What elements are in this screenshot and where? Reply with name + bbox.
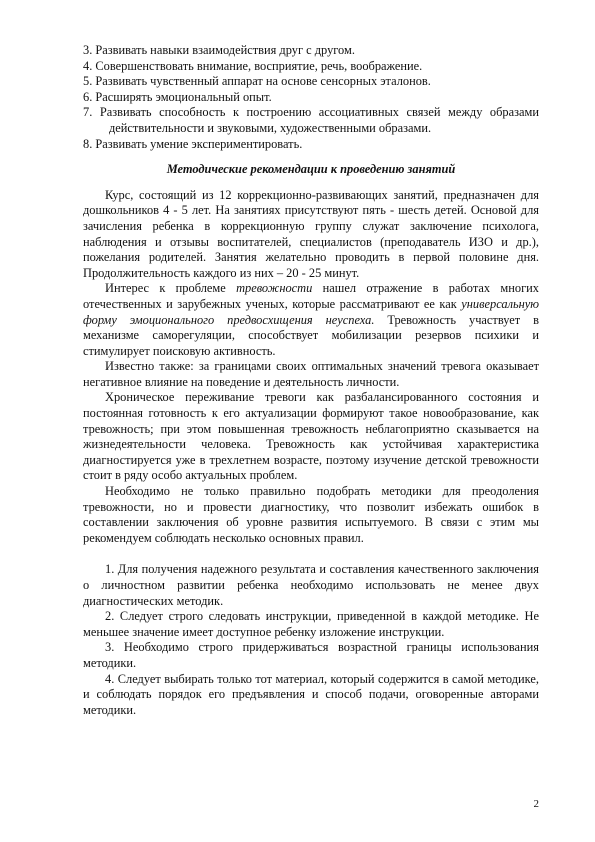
paragraph-diagnostics: Необходимо не только правильно подобрать методики для преодоления тревожности, но и провести диагностику, что позволит избежать ошибок в составлении заключения об уровне развития испытуемого. В связи с этим мы рекомендуем соблюдать несколько основных правил. [83,484,539,545]
text-run: Тревожность участвует в механизме саморегуляции, способствует мобилизации резервов психики и стимулирует поисковую активность. [83,312,539,358]
rule-item: 2. Следует строго следовать инструкции, приведенной в каждой методике. Не меньшее значение имеет доступное ребенку изложение инструкции. [83,609,539,639]
goal-item: 7. Развивать способность к построению ассоциативных связей между образами действительности и звуковыми, художественными образами. [83,105,539,135]
rule-item: 4. Следует выбирать только тот материал, который содержится в самой методике, и соблюдать порядок его предъявления и способ подачи, оговоренные авторами методики. [83,671,539,717]
text-run: нашел отражение в работах многих отечественных и зарубежных ученых, которые рассматривают ее как [83,281,540,311]
goal-item: 5. Развивать чувственный аппарат на основе сенсорных эталонов. [83,74,431,89]
paragraph-anxiety-interest [83,281,539,359]
paragraph-known-also: Известно также: за границами своих оптимальных значений тревога оказывает негативное влияние на поведение и деятельность личности. [83,359,539,389]
section-heading: Методические рекомендации к проведению занятий [166,162,456,177]
goal-item: 4. Совершенствовать внимание, восприятие, речь, воображение. [83,58,423,73]
text-column [83,43,539,718]
paragraph-chronic-anxiety: Хроническое переживание тревоги как разбалансированного состояния и постоянная готовность к его актуализации формируют такое новообразование, как тревожность; при этом повышенная тревожность неблагоприятно сказывается на жизнедеятельности человека. Тревожность как устойчивая характеристика диагностируется уже в трехлетнем возрасте, поэтому изучение детской тревожности стоит в ряду особо актуальных проблем. [83,390,539,483]
emphasis-universal-form: универсальную форму эмоционального предвосхищения неуспеха. [83,296,539,327]
text-run: Интерес к проблеме [105,281,237,296]
goal-item: 6. Расширять эмоциональный опыт. [83,89,272,104]
rule-item: 3. Необходимо строго придерживаться возрастной границы использования методики. [83,640,539,670]
spacer [83,546,539,562]
page-number: 2 [533,798,539,810]
goal-item: 3. Развивать навыки взаимодействия друг с другом. [83,43,355,57]
emphasis-anxiety: тревожности [236,281,313,296]
paragraph-course: Курс, состоящий из 12 коррекционно-развивающих занятий, предназначен для дошкольников 4 - 5 лет. На занятиях присутствуют пять - шесть детей. Основой для зачисления ребенка в коррекционную группу служат заключение психолога, наблюдения и отзывы воспитателей, специалистов (преподаватель ИЗО и др.), пожелания родителей. Занятия желательно проводить в первой половине дня. Продолжительность каждого из них – 20 - 25 минут. [83,187,539,280]
goal-item: 8. Развивать умение экспериментировать. [83,136,303,151]
rule-item: 1. Для получения надежного результата и составления качественного заключения о личностном развитии ребенка необходимо использовать не менее двух диагностических методик. [83,562,539,608]
